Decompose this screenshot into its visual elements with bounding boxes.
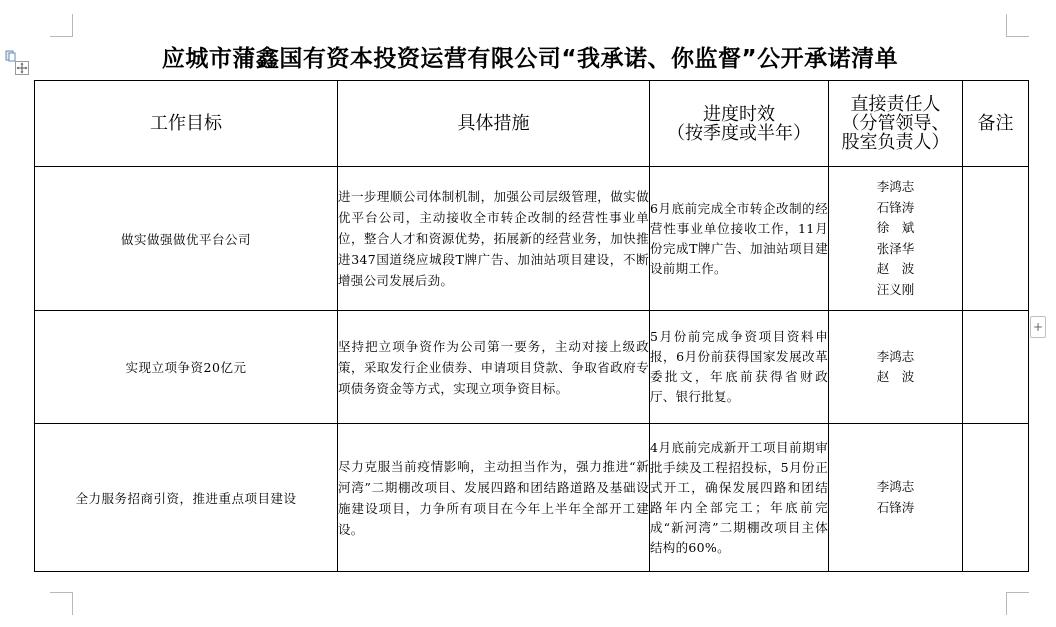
header-responsible-line2: （分管领导、 xyxy=(841,113,950,134)
person-name: 赵 波 xyxy=(876,261,915,276)
person-name: 石锋涛 xyxy=(876,499,915,515)
person-name: 张泽华 xyxy=(876,240,915,256)
measures-cell: 进一步理顺公司体制机制，加强公司层级管理，做实做优平台公司，主动接收全市转企改制的经营性事业单位，整合人才和资源优势，拓展新的经营业务，加快推进347国道绕应城段T牌广告、加油站项目建设，不断增强公司发展后劲。 xyxy=(338,167,650,311)
notes-cell xyxy=(963,311,1029,424)
progress-cell: 5月份前完成争资项目资料申报，6月份前获得国家发展改革委批文，年底前获得省财政厅、银行批复。 xyxy=(650,311,829,424)
notes-cell xyxy=(963,424,1029,572)
table-row xyxy=(35,167,1029,311)
goal-cell: 实现立项争资20亿元 xyxy=(35,311,338,424)
responsible-cell xyxy=(829,311,963,424)
measures-cell: 尽力克服当前疫情影响，主动担当作为，强力推进“新河湾”二期棚改项目、发展四路和团结路道路及基础设施建设项目，力争所有项目在今年上半年全部开工建设。 xyxy=(338,424,650,572)
person-name: 李鸿志 xyxy=(876,348,915,364)
person-name: 李鸿志 xyxy=(876,479,915,494)
crop-mark-top-left xyxy=(50,14,73,37)
document-title: 应城市蒲鑫国有资本投资运营有限公司“我承诺、你监督”公开承诺清单 xyxy=(161,46,899,72)
table-row xyxy=(35,311,1029,424)
responsible-cell xyxy=(829,167,963,311)
commitment-table xyxy=(34,80,1029,572)
header-progress-line2: （按季度或半年） xyxy=(667,122,811,144)
header-progress xyxy=(650,81,829,167)
crop-mark-bottom-left xyxy=(50,592,73,615)
goal-cell: 做实做强做优平台公司 xyxy=(35,167,338,311)
header-measures: 具体措施 xyxy=(338,81,650,167)
add-column-button[interactable]: + xyxy=(1030,316,1046,338)
table-row xyxy=(35,424,1029,572)
table-header-row xyxy=(35,81,1029,167)
notes-cell xyxy=(963,167,1029,311)
header-responsible-line3: 股室负责人） xyxy=(841,132,950,153)
header-progress-line1: 进度时效 xyxy=(703,103,775,125)
goal-cell: 全力服务招商引资，推进重点项目建设 xyxy=(35,424,338,572)
person-name: 石锋涛 xyxy=(876,199,915,215)
crop-mark-top-right xyxy=(1006,14,1029,37)
person-name: 汪义刚 xyxy=(876,281,915,297)
progress-cell: 4月底前完成新开工项目前期审批手续及工程招投标，5月份正式开工，确保发展四路和团结路年内全部完工；年底前完成“新河湾”二期棚改项目主体结构的60%。 xyxy=(650,424,829,572)
person-name: 李鸿志 xyxy=(876,179,915,194)
person-name: 赵 波 xyxy=(876,369,915,384)
header-responsible xyxy=(829,81,963,167)
crop-mark-bottom-right xyxy=(1006,592,1029,615)
header-goal: 工作目标 xyxy=(35,81,338,167)
person-name: 徐 斌 xyxy=(876,220,915,235)
table-move-handle-icon[interactable] xyxy=(15,61,29,75)
progress-cell: 6月底前完成全市转企改制的经营性事业单位接收工作，11月份完成T牌广告、加油站项目建设前期工作。 xyxy=(650,167,829,311)
header-notes: 备注 xyxy=(963,81,1029,167)
responsible-cell xyxy=(829,424,963,572)
measures-cell: 坚持把立项争资作为公司第一要务，主动对接上级政策，采取发行企业债券、申请项目贷款、争取省政府专项债务资金等方式，实现立项争资目标。 xyxy=(338,311,650,424)
header-responsible-line1: 直接责任人 xyxy=(850,94,941,115)
